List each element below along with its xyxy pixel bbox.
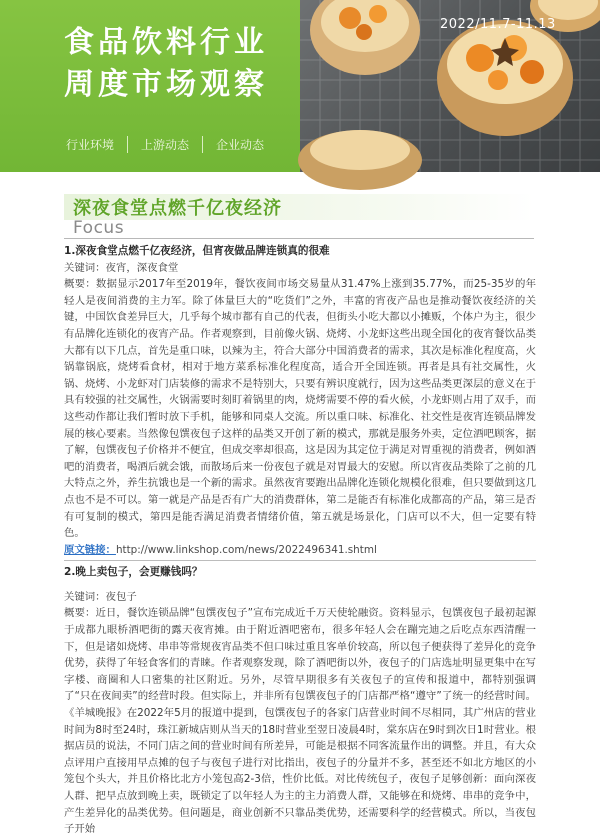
article-title: 2.晚上卖包子，会更赚钱吗？ [64, 566, 203, 579]
article-keywords: 关键词：夜宵，深夜食堂 [64, 261, 179, 274]
article-list [64, 243, 536, 838]
report-title [64, 22, 268, 106]
article-title: 1.深夜食堂点燃千亿夜经济，但宵夜做品牌连锁真的很难 [64, 245, 330, 257]
nav-item-industry-environment[interactable]: 行业环境 [66, 138, 115, 152]
article-divider [64, 560, 536, 561]
source-link-label[interactable]: 原文链接： [64, 543, 116, 556]
article-summary: 概要：数据显示2017年至2019年，餐饮夜间市场交易量从31.47%上涨到35.77%，而25-35岁的年轻人是夜间消费的主力军。除了体量巨大的“吃货们”之外，丰富的宵夜产品也是推动餐饮夜经济的关键，中国饮食差异巨大，几乎每个城市都有自己的代表，但街头小吃大都以小摊贩，个体户为主，很少有品牌化连锁化的夜宵产品。作者观察到，目前像火锅、烧烤、小龙虾这些出现全国化的夜宵餐饮品类大都有以下几点，首先是重口味，以辣为主，符合大部分中国消费者的需求，其次是标准化程度高，火锅靠锅底，烧烤看食材，相对于地方菜系标准化程度高，适合开全国连锁。再者是具有社交属性，火锅、烧烤、小龙虾对门店装修的需求不是特别大，只要有辨识度就行，因为这些品类更深层的意义在于具有较强的社交属性，火锅需要时刻盯着锅里的肉，烧烤需要不停的看火候，小龙虾则占用了双手，而这些动作都让我们暂时放下手机，能够和同桌人交流。所以重口味、标准化、社交性是夜宵连锁品牌发展的核心要素。当然像包馔夜包子这样的品类又开创了新的模式，那就是服务外卖，定位酒吧顾客，据了解，包馔夜包子价格并不便宜，但成交率却很高，这是因为其定位于满足对胃重视的消费者，例如酒吧的消费者，喝酒后就会饿，而散场后来一份夜包子就是对胃最大的安慰。所以宵夜品类除了之前的几大特点之外，养生抗饿也是一个新的需求。虽然夜宵要跑出品牌化连锁化规模化很难，但只要做到这几点也不是不可以。第一就是产品是否有广大的消费群体，第二是能否有标准化成都高的产品，第三是否有可复制的模式，第四是能否满足消费者情绪价值，第五就是场景化，门店可以不大，但一定要有特色。 [64, 278, 536, 540]
section-subtitle: Focus [73, 218, 125, 238]
section-title: 深夜食堂点燃千亿夜经济 [73, 198, 282, 219]
spacer [64, 581, 536, 589]
article-summary: 概要：近日，餐饮连锁品牌“包馔夜包子”宣布完成近千万天使轮融资。资料显示，包馔夜包子最初起源于成都九眼桥酒吧街的露天夜宵摊。由于附近酒吧密布，很多年轻人会在蹦完迪之后吃点东西清醒一下，但是诸如烧烤、串串等常规夜宵品类不但口味过重且客单价较高，所以包子便获得了差异化的竞争优势，获得了年轻食客们的青睐。作者观察发现，除了酒吧街以外，夜包子的门店选址明显更集中在写字楼、商圈和人口密集的社区附近。另外，尽管早期很多有关夜包子的宣传和报道中，都特别强调了“只在夜间卖”的经营时段。但实际上，并非所有包馔夜包子的门店都严格“遵守”了统一的经营时间。《羊城晚报》在2022年5月的报道中提到，包馔夜包子的各家门店营业时间不尽相同，其广州店的营业时间为8时至24时，珠江新城店则从当天的18时营业至翌日凌晨4时，棠东店在9时到次日1时营业。根据店员的说法，不同门店之间的营业时间有所差异，可能是根据不同客流量作出的调整。并且，有大众点评用户直接用早点摊的包子与夜包子进行对比指出，夜包子的分量并不多，甚至还不如北方地区的小笼包个头大，并且价格比北方小笼包高2-3倍，性价比低。对比传统包子，夜包子足够创新：面向深夜人群、把早点放到晚上卖，既锁定了以年轻人为主的主力消费人群，又能够在和烧烤、串串的竞争中，产生差异化的品类优势。但问题是，商业创新不只靠品类优势，还需要科学的经营模式。所以，当夜包子开始 [64, 607, 536, 836]
article-keywords: 关键词：夜包子 [64, 590, 137, 603]
article-2 [64, 564, 536, 838]
nav-item-company-news[interactable]: 企业动态 [202, 136, 277, 153]
report-date: 2022/11.7-11.13 [440, 17, 556, 32]
section-divider [64, 238, 534, 239]
article-1 [64, 243, 536, 558]
section-header [0, 186, 600, 242]
report-title-line2: 周度市场观察 [64, 67, 268, 102]
source-link-line [64, 542, 536, 559]
hero-banner [0, 0, 600, 172]
hero-nav [66, 136, 277, 153]
nav-item-upstream-news[interactable]: 上游动态 [127, 136, 202, 153]
report-title-line1: 食品饮料行业 [64, 25, 268, 60]
source-link-url[interactable]: http://www.linkshop.com/news/2022496341.shtml [115, 543, 377, 556]
